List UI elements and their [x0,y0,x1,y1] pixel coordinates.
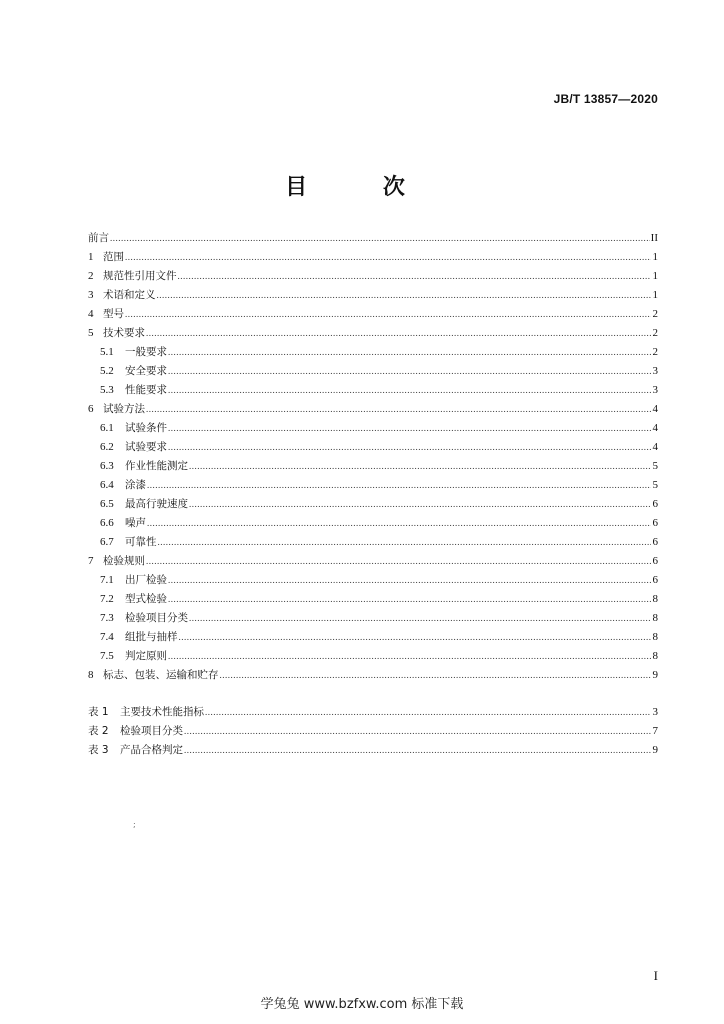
dot-leader [189,495,651,514]
toc-entry-number: 7.4 [100,631,114,643]
toc-entry-page: 4 [652,403,658,415]
toc-entry-number: 6.7 [100,536,114,548]
dot-leader [146,324,651,343]
toc-entry-page: 4 [652,441,658,453]
page-number: I [653,968,658,983]
toc-entry[interactable] [88,571,658,590]
toc-entry-number: 3 [88,289,94,301]
toc-entry-title: 判定原则 [125,650,167,662]
toc-entry-page: 6 [652,498,658,510]
toc-entry-page: 2 [652,346,658,358]
toc-entry-title: 作业性能测定 [125,460,188,472]
toc-entry-number: 表 1 [88,706,109,718]
dot-leader [179,628,652,647]
dot-leader [184,722,651,741]
dot-leader [168,362,651,381]
toc-entry-title: 主要技术性能指标 [120,706,204,718]
toc-entry-page: 6 [652,555,658,567]
standard-number: JB/T 13857—2020 [553,92,658,106]
toc-entry-number: 7.1 [100,574,114,586]
toc-entry-number: 6 [88,403,94,415]
toc-entry-page: 1 [652,251,658,263]
toc-entry[interactable] [88,514,658,533]
toc-entry-number: 6.3 [100,460,114,472]
toc-entry[interactable] [88,722,658,741]
toc-entry-number: 6.6 [100,517,114,529]
toc-entry-page: II [650,232,658,244]
toc-entry-title: 型号 [103,308,124,320]
toc-entry[interactable] [88,324,658,343]
dot-leader [189,457,651,476]
toc-entry-page: 9 [652,669,658,681]
dot-leader [205,703,651,722]
toc-entry-number: 7.5 [100,650,114,662]
toc-entry[interactable] [88,381,658,400]
toc-entry-title: 产品合格判定 [120,744,183,756]
toc-entry-page: 4 [652,422,658,434]
dot-leader [184,741,651,760]
toc-entry-number: 7 [88,555,94,567]
dot-leader [125,305,651,324]
toc-entry[interactable] [88,457,658,476]
toc-entry[interactable] [88,248,658,267]
dot-leader [189,609,651,628]
dot-leader [168,381,651,400]
toc-entry-number: 7.3 [100,612,114,624]
dot-leader [178,267,652,286]
toc-entry-page: 1 [652,270,658,282]
toc-entry-page: 3 [652,706,658,718]
toc-entry-number: 5.2 [100,365,114,377]
toc-entry-title: 最高行驶速度 [125,498,188,510]
toc-entry-page: 3 [652,384,658,396]
toc-entry-page: 2 [652,308,658,320]
dot-leader [168,419,651,438]
toc-entry-title: 标志、包装、运输和贮存 [103,669,219,681]
dot-leader [147,476,651,495]
watermark-text: 学兔兔 www.bzfxw.com 标准下载 [260,997,464,1012]
toc-entry-number: 6.4 [100,479,114,491]
dot-leader [168,647,651,666]
toc-entry-title: 术语和定义 [103,289,156,301]
toc-entry-title: 试验方法 [103,403,145,415]
toc-entry[interactable] [88,647,658,666]
toc-entry-title: 技术要求 [103,327,145,339]
table-of-contents [88,229,658,760]
toc-entry[interactable] [88,628,658,647]
toc-entry[interactable] [88,703,658,722]
toc-entry-title: 检验规则 [103,555,145,567]
toc-entry-page: 8 [652,593,658,605]
toc-entry-page: 3 [652,365,658,377]
toc-entry-title: 范围 [103,251,124,263]
toc-entry[interactable] [88,362,658,381]
toc-entry-page: 8 [652,612,658,624]
toc-entry-title: 一般要求 [125,346,167,358]
toc-entry-page: 7 [652,725,658,737]
toc-entry[interactable] [88,741,658,760]
dot-leader [147,514,651,533]
dot-leader [125,248,651,267]
toc-entry[interactable] [88,419,658,438]
toc-entry-page: 2 [652,327,658,339]
dot-leader [168,590,651,609]
toc-entry[interactable] [88,552,658,571]
toc-entry-title: 可靠性 [125,536,157,548]
scan-speck: ; [133,820,136,829]
dot-leader [168,343,651,362]
toc-entry-page: 6 [652,517,658,529]
toc-entry-number: 6.5 [100,498,114,510]
toc-entry-number: 7.2 [100,593,114,605]
dot-leader [220,666,652,685]
toc-entry[interactable] [88,666,658,685]
toc-entry[interactable] [88,590,658,609]
toc-entry-number: 表 3 [88,744,109,756]
dot-leader [158,533,652,552]
toc-entry[interactable] [88,343,658,362]
toc-entry-title: 噪声 [125,517,146,529]
toc-entry-page: 9 [652,744,658,756]
toc-entry-title: 性能要求 [125,384,167,396]
toc-entry[interactable] [88,438,658,457]
dot-leader [168,571,651,590]
toc-entry-number: 5.1 [100,346,114,358]
toc-entry[interactable] [88,476,658,495]
toc-entry-page: 8 [652,650,658,662]
dot-leader [146,552,651,571]
toc-entry-number: 5 [88,327,94,339]
toc-entry-number: 表 2 [88,725,109,737]
toc-entry-number: 2 [88,270,94,282]
toc-entry-number: 1 [88,251,94,263]
dot-leader [110,229,650,248]
toc-entry-number: 6.2 [100,441,114,453]
toc-entry-number: 5.3 [100,384,114,396]
toc-entry-title: 检验项目分类 [120,725,183,737]
toc-entry-title: 规范性引用文件 [103,270,177,282]
toc-entry-page: 8 [652,631,658,643]
toc-entry-page: 1 [652,289,658,301]
toc-entry[interactable] [88,305,658,324]
toc-entry[interactable] [88,533,658,552]
toc-entry[interactable] [88,609,658,628]
toc-entry-title: 试验条件 [125,422,167,434]
toc-entry[interactable] [88,229,658,248]
toc-entry-title: 前言 [88,232,109,244]
toc-entry[interactable] [88,400,658,419]
toc-entry[interactable] [88,495,658,514]
dot-leader [146,400,651,419]
toc-entry-title: 试验要求 [125,441,167,453]
toc-entry-page: 5 [652,479,658,491]
toc-entry-page: 6 [652,574,658,586]
toc-entry-page: 5 [652,460,658,472]
toc-entry-number: 4 [88,308,94,320]
toc-entry-title: 检验项目分类 [125,612,188,624]
toc-entry-title: 组批与抽样 [125,631,178,643]
toc-entry-title: 出厂检验 [125,574,167,586]
toc-entry-number: 6.1 [100,422,114,434]
toc-entry-page: 6 [652,536,658,548]
dot-leader [157,286,652,305]
toc-entry[interactable] [88,267,658,286]
toc-entry-title: 涂漆 [125,479,146,491]
page-title: 目 次 [285,175,439,200]
dot-leader [168,438,651,457]
toc-entry[interactable] [88,286,658,305]
toc-entry-number: 8 [88,669,94,681]
toc-entry-title: 安全要求 [125,365,167,377]
toc-entry-title: 型式检验 [125,593,167,605]
